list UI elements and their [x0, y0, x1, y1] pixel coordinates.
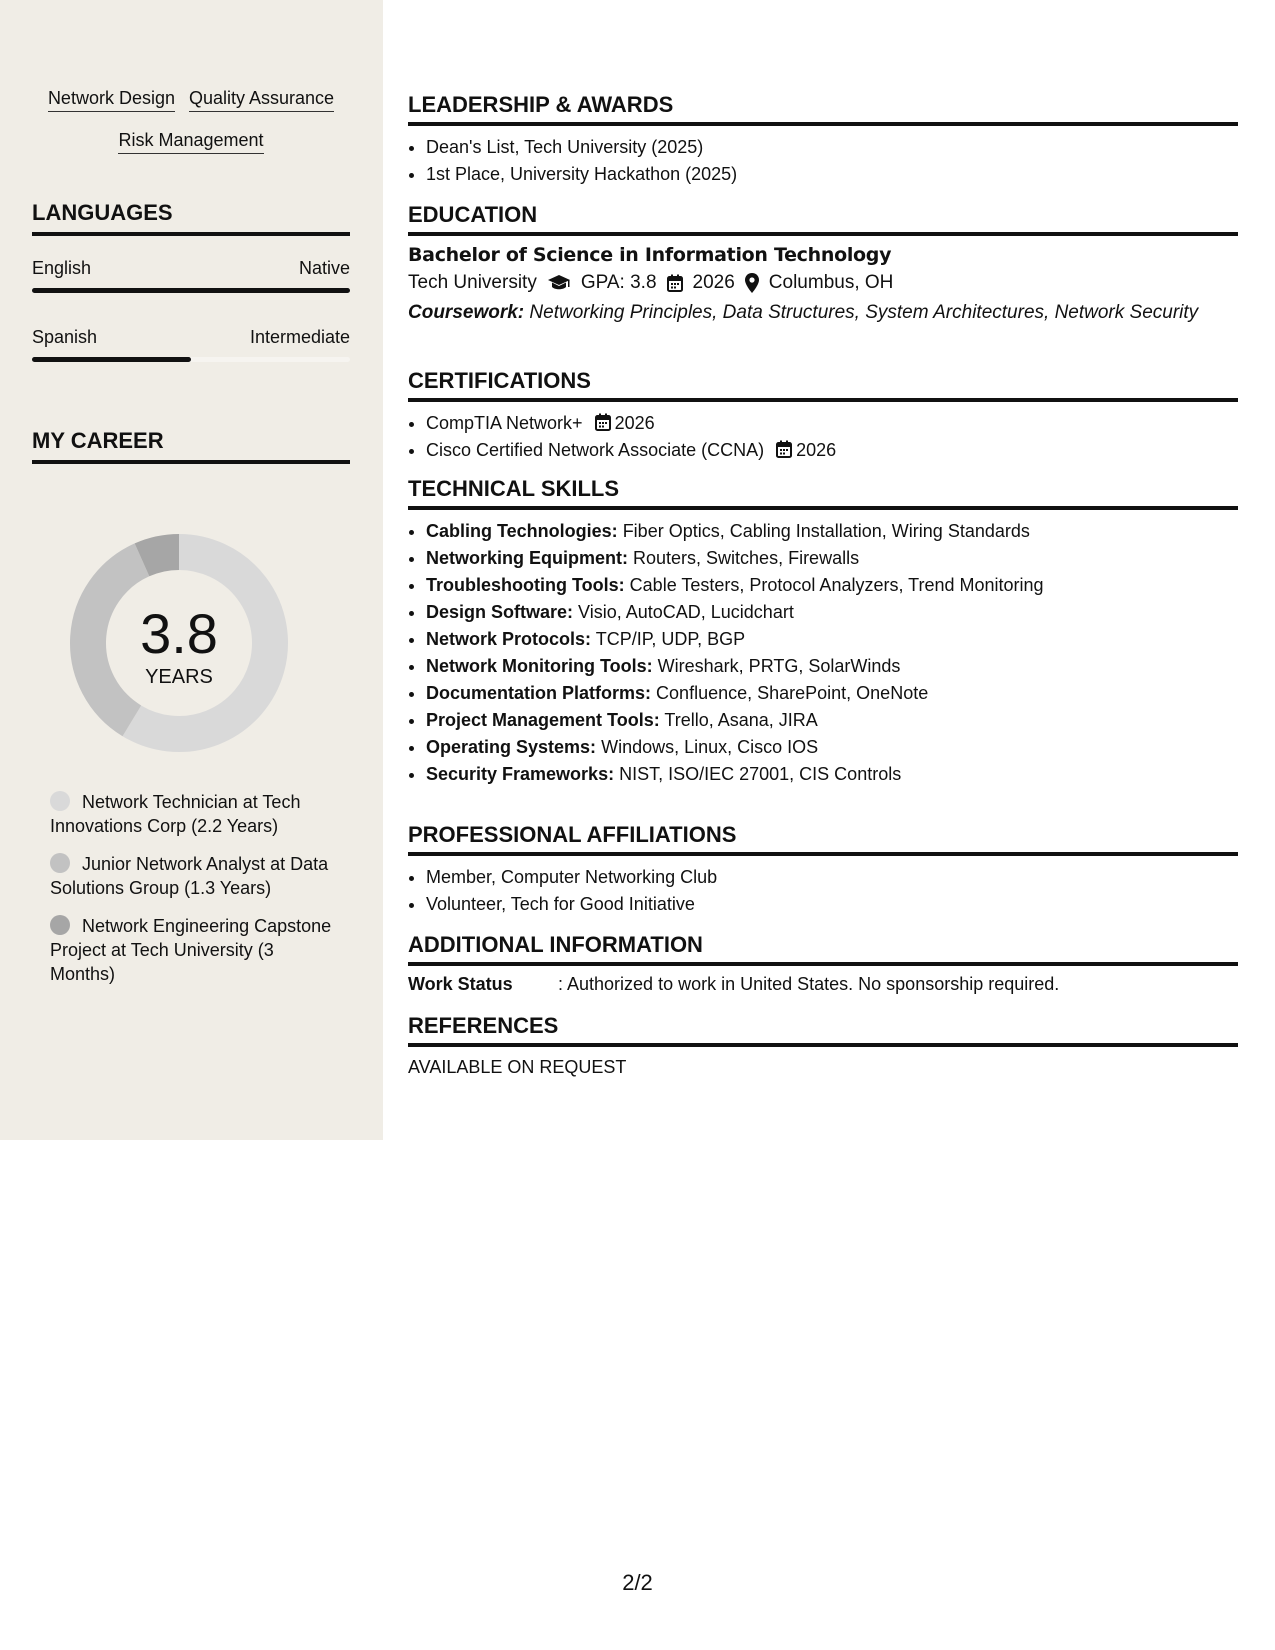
languages-section	[32, 200, 350, 362]
education-heading: EDUCATION	[408, 202, 1238, 236]
coursework-label: Coursework:	[408, 302, 525, 323]
skill-item	[426, 599, 1238, 626]
language-row	[32, 258, 350, 279]
skill-category: Operating Systems:	[426, 737, 597, 757]
language-list	[32, 258, 350, 362]
career-total: 3.8	[140, 602, 218, 665]
career-unit: YEARS	[145, 666, 213, 688]
skill-tag: Risk Management	[118, 130, 263, 154]
calendar-icon	[776, 440, 792, 458]
additional-info-heading: ADDITIONAL INFORMATION	[408, 932, 1238, 966]
list-item: • Dean's List, Tech University (2025)	[426, 134, 1238, 161]
leadership-section	[408, 92, 1238, 188]
skill-values: Cable Testers, Protocol Analyzers, Trend Monitoring	[629, 575, 1044, 595]
career-item	[50, 790, 340, 838]
certification-name: CompTIA Network+	[426, 413, 583, 433]
skills-section	[408, 476, 1238, 788]
skill-values: Trello, Asana, JIRA	[664, 710, 818, 730]
skill-values: NIST, ISO/IEC 27001, CIS Controls	[619, 764, 902, 784]
leadership-heading: LEADERSHIP & AWARDS	[408, 92, 1238, 126]
coursework-list: Networking Principles, Data Structures, System Architectures, Network Security	[529, 302, 1199, 323]
skill-item	[426, 734, 1238, 761]
skill-values: Windows, Linux, Cisco IOS	[601, 737, 819, 757]
certification-year: 2026	[614, 413, 655, 433]
skill-category: Network Monitoring Tools:	[426, 656, 653, 676]
skill-item	[426, 626, 1238, 653]
language-proficiency-fill	[32, 288, 350, 293]
skill-category: Project Management Tools:	[426, 710, 660, 730]
skill-item	[426, 707, 1238, 734]
skill-tag: Network Design	[48, 88, 175, 112]
graduation-year: 2026	[692, 272, 735, 293]
career-item-label: Junior Network Analyst at Data Solutions Group (1.3 Years)	[50, 854, 329, 898]
skill-item	[426, 761, 1238, 788]
references-text: AVAILABLE ON REQUEST	[408, 1057, 627, 1077]
language-name: Spanish	[32, 327, 98, 347]
skill-category: Security Frameworks:	[426, 764, 615, 784]
coursework	[408, 300, 1238, 325]
skill-values: TCP/IP, UDP, BGP	[595, 629, 746, 649]
language-proficiency-bar	[32, 357, 350, 362]
gpa: GPA: 3.8	[580, 272, 657, 293]
skill-tags	[32, 88, 350, 172]
work-status-row	[408, 974, 1238, 995]
skill-values: Fiber Optics, Cabling Installation, Wiring Standards	[622, 521, 1030, 541]
school-name: Tech University	[408, 272, 537, 293]
skill-item	[426, 572, 1238, 599]
language-proficiency-fill	[32, 357, 191, 362]
list-item: • Volunteer, Tech for Good Initiative	[426, 891, 1238, 918]
skill-category: Troubleshooting Tools:	[426, 575, 625, 595]
certification-item	[426, 410, 1238, 437]
skill-values: Wireshark, PRTG, SolarWinds	[657, 656, 901, 676]
career-legend-dot	[50, 853, 70, 873]
skills-heading: TECHNICAL SKILLS	[408, 476, 1238, 510]
list-item: • 1st Place, University Hackathon (2025)	[426, 161, 1238, 188]
additional-info-section	[408, 932, 1238, 995]
education-section	[408, 202, 1238, 325]
skill-category: Design Software:	[426, 602, 574, 622]
list-item: • Member, Computer Networking Club	[426, 864, 1238, 891]
skill-values: Confluence, SharePoint, OneNote	[656, 683, 929, 703]
affiliations-section	[408, 822, 1238, 918]
career-legend-dot	[50, 791, 70, 811]
language-proficiency-bar	[32, 288, 350, 293]
skill-item	[426, 545, 1238, 572]
career-item	[50, 852, 340, 900]
skill-category: Documentation Platforms:	[426, 683, 652, 703]
career-item-label: Network Engineering Capstone Project at Tech University (3 Months)	[50, 916, 332, 984]
skill-category: Network Protocols:	[426, 629, 592, 649]
certifications-list	[408, 410, 1238, 464]
skill-category: Networking Equipment:	[426, 548, 628, 568]
languages-heading: LANGUAGES	[32, 200, 350, 236]
career-list	[50, 790, 340, 1000]
work-status-value: : Authorized to work in United States. No sponsorship required.	[558, 974, 1060, 994]
language-row	[32, 327, 350, 348]
skill-item	[426, 653, 1238, 680]
graduation-cap-icon	[547, 274, 571, 292]
language-level: Intermediate	[249, 327, 350, 347]
career-item-label: Network Technician at Tech Innovations Corp (2.2 Years)	[50, 792, 301, 836]
location: Columbus, OH	[768, 272, 894, 293]
language-level: Native	[298, 258, 350, 278]
certification-name: Cisco Certified Network Associate (CCNA)	[426, 440, 765, 460]
skills-list	[408, 518, 1238, 788]
certifications-section	[408, 368, 1238, 464]
certification-year: 2026	[796, 440, 837, 460]
calendar-icon	[667, 274, 683, 292]
career-heading: MY CAREER	[32, 428, 350, 464]
leadership-list	[408, 134, 1238, 188]
career-donut-chart	[64, 528, 294, 758]
certifications-heading: CERTIFICATIONS	[408, 368, 1238, 402]
education-details	[408, 272, 1238, 294]
affiliations-heading: PROFESSIONAL AFFILIATIONS	[408, 822, 1238, 856]
calendar-icon	[595, 413, 611, 431]
career-section	[32, 428, 350, 464]
affiliations-list	[408, 864, 1238, 918]
skill-values: Visio, AutoCAD, Lucidchart	[578, 602, 794, 622]
work-status-label: Work Status	[408, 974, 513, 994]
certification-item	[426, 437, 1238, 464]
career-item	[50, 914, 340, 986]
language-name: English	[32, 258, 92, 278]
skill-item	[426, 680, 1238, 707]
sidebar	[0, 0, 383, 1140]
degree-title: Bachelor of Science in Information Technology	[408, 244, 892, 266]
skill-category: Cabling Technologies:	[426, 521, 618, 541]
skill-item	[426, 518, 1238, 545]
career-legend-dot	[50, 915, 70, 935]
skill-values: Routers, Switches, Firewalls	[633, 548, 860, 568]
page-number: 2/2	[622, 1570, 653, 1595]
location-pin-icon	[745, 273, 759, 293]
skill-tag: Quality Assurance	[189, 88, 334, 112]
references-heading: REFERENCES	[408, 1013, 1238, 1047]
references-section	[408, 1013, 1238, 1078]
